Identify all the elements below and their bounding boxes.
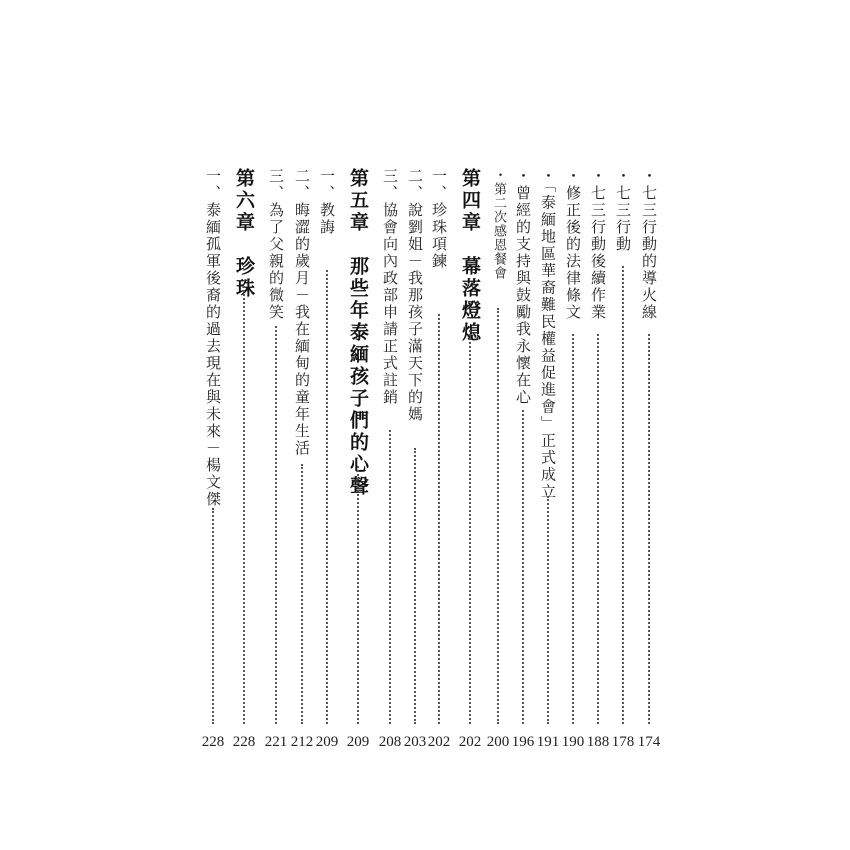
chapter-entry	[232, 0, 256, 850]
toc-entry-title: 三、為了父親的微笑	[267, 168, 285, 321]
dot-leader	[497, 308, 499, 724]
toc-entry-page: 202	[458, 734, 482, 750]
chapter-entry	[458, 0, 482, 850]
toc-entry	[264, 0, 288, 850]
chapter-title: 第五章 那些年泰緬孩子們的心聲	[347, 168, 369, 498]
chapter-title: 第六章 珍珠	[233, 168, 255, 300]
dot-leader	[414, 448, 416, 724]
dot-leader	[547, 496, 549, 724]
toc-entry	[637, 0, 661, 850]
toc-entry-page: 212	[290, 734, 314, 750]
toc-entry	[511, 0, 535, 850]
chapter-title: 第四章 幕落燈熄	[459, 168, 481, 344]
toc-entry-page: 191	[536, 734, 560, 750]
toc-entry-title: ・曾經的支持與鼓勵我永懷在心	[514, 168, 532, 406]
toc-entry	[201, 0, 225, 850]
toc-entry	[290, 0, 314, 850]
toc-entry	[403, 0, 427, 850]
toc-entry-title: 二、晦澀的歲月－我在緬甸的童年生活	[293, 168, 311, 457]
dot-leader	[572, 334, 574, 724]
toc-entry-title: ・七三行動後續作業	[589, 168, 607, 321]
toc-entry-page: 209	[315, 734, 339, 750]
dot-leader	[597, 334, 599, 724]
dot-leader	[622, 266, 624, 724]
toc-entry-title: ・「泰緬地區華裔難民權益促進會」正式成立	[539, 168, 557, 501]
dot-leader	[389, 430, 391, 724]
toc-entry	[561, 0, 585, 850]
dot-leader	[301, 464, 303, 724]
chapter-entry	[346, 0, 370, 850]
dot-leader	[357, 466, 359, 724]
toc-entry-page: 196	[511, 734, 535, 750]
toc-entry	[611, 0, 635, 850]
dot-leader	[648, 334, 650, 724]
dot-leader	[438, 314, 440, 724]
toc-entry-page: 208	[378, 734, 402, 750]
toc-entry-page: 190	[561, 734, 585, 750]
toc-entry-page: 228	[232, 734, 256, 750]
toc-entry-title: ・七三行動	[614, 168, 632, 253]
dot-leader	[275, 326, 277, 724]
toc-entry-page: 178	[611, 734, 635, 750]
dot-leader	[469, 330, 471, 724]
toc-entry-title: 三、協會向內政部申請正式註銷	[381, 168, 399, 406]
toc-entry-page: 202	[427, 734, 451, 750]
toc-entry	[536, 0, 560, 850]
dot-leader	[522, 410, 524, 724]
dot-leader	[212, 508, 214, 724]
toc-entry-title: ・修正後的法律條文	[564, 168, 582, 321]
toc-entry-title: ・第二次感恩餐會	[491, 168, 506, 280]
toc-entry-page: 209	[346, 734, 370, 750]
dot-leader	[326, 270, 328, 724]
toc-entry-title: 一、珍珠項鍊	[430, 168, 448, 270]
toc-entry-page: 200	[486, 734, 510, 750]
toc-entry-title: 一、泰緬孤軍後裔的過去現在與未來－楊文傑	[204, 168, 222, 508]
toc-entry	[315, 0, 339, 850]
toc-entry-title: 二、說劉姐－我那孩子滿天下的媽	[406, 168, 424, 423]
toc-entry	[586, 0, 610, 850]
toc-entry	[486, 0, 510, 850]
toc-entry-page: 174	[637, 734, 661, 750]
dot-leader	[243, 286, 245, 724]
toc-entry-page: 221	[264, 734, 288, 750]
toc-entry	[427, 0, 451, 850]
toc-entry-page: 228	[201, 734, 225, 750]
toc-entry-title: ・七三行動的導火線	[640, 168, 658, 321]
toc-entry-page: 203	[403, 734, 427, 750]
toc-entry-title: 一、教誨	[318, 168, 336, 236]
toc-entry	[378, 0, 402, 850]
toc-entry-page: 188	[586, 734, 610, 750]
